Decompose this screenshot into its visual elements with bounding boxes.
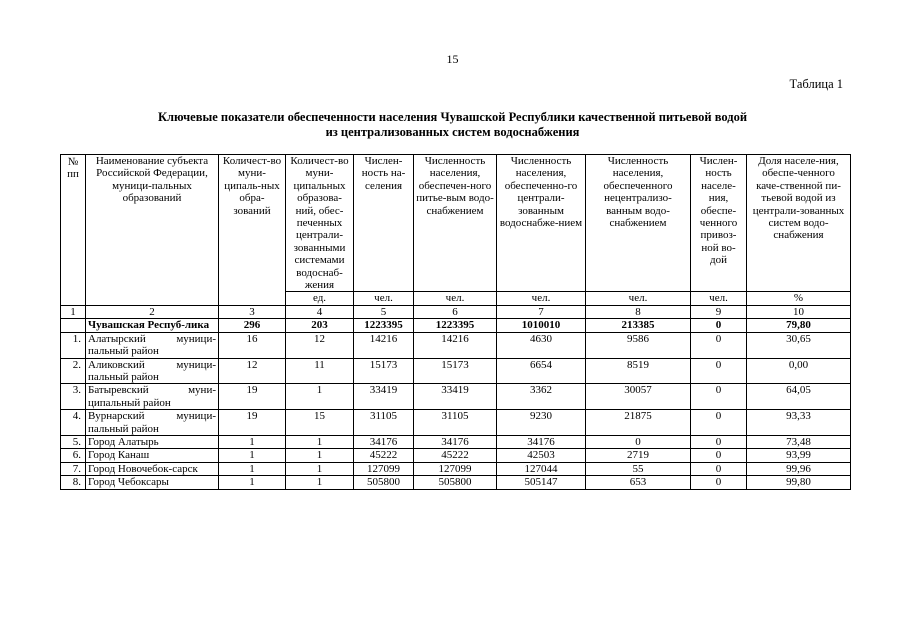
title-line-1: Ключевые показатели обеспеченности населения Чувашской Республики качественной питьевой водой [157,110,748,124]
header-cell: Числен-ность населе-ния, обеспе-ченного привоз-ной во-дой [691,155,747,292]
row-cell: 1223395 [354,319,414,332]
page-number: 15 [446,52,459,66]
row-index: 3. [61,384,86,410]
row-name: Город Чебоксары [86,476,219,489]
row-cell: 15173 [354,358,414,384]
row-index: 1. [61,332,86,358]
table-row [61,332,851,358]
title-line-2: из централизованных систем водоснабжения [325,125,580,139]
row-name: Город Новочебок-сарск [86,462,219,475]
row-cell: 33419 [354,384,414,410]
unit-cell: чел. [691,292,747,305]
row-cell: 0 [691,332,747,358]
unit-cell: % [747,292,851,305]
column-number-cell: 7 [497,305,586,318]
row-cell: 14216 [354,332,414,358]
table-row [61,462,851,475]
row-cell: 505147 [497,476,586,489]
column-number-cell: 9 [691,305,747,318]
row-cell: 16 [219,332,286,358]
row-cell: 30057 [586,384,691,410]
row-cell: 34176 [414,435,497,448]
header-cell: № пп [61,155,86,292]
unit-cell [86,292,219,305]
row-cell: 45222 [414,449,497,462]
row-cell: 1010010 [497,319,586,332]
row-cell: 9230 [497,410,586,436]
row-cell: 1 [286,476,354,489]
row-cell: 6654 [497,358,586,384]
column-number-cell: 10 [747,305,851,318]
row-cell: 127044 [497,462,586,475]
table-row-total [61,319,851,332]
row-cell: 99,96 [747,462,851,475]
row-cell: 0 [691,384,747,410]
table-label: Таблица 1 [789,77,843,91]
row-name: Город Алатырь [86,435,219,448]
column-number-cell: 5 [354,305,414,318]
row-cell: 1 [286,462,354,475]
row-cell: 99,80 [747,476,851,489]
row-cell: 9586 [586,332,691,358]
column-number-cell: 1 [61,305,86,318]
row-cell: 0 [586,435,691,448]
row-cell: 1 [286,449,354,462]
header-cell: Количест-во муни-ципаль-ных обра-зований [219,155,286,292]
column-number-cell: 2 [86,305,219,318]
row-index [61,319,86,332]
row-cell: 14216 [414,332,497,358]
row-cell: 19 [219,410,286,436]
table-row [61,476,851,489]
row-cell: 11 [286,358,354,384]
row-cell: 0 [691,449,747,462]
document-title [60,110,845,140]
row-name: Аликовский муници-пальный район [86,358,219,384]
row-name: Чувашская Респуб-лика [86,319,219,332]
row-cell: 12 [286,332,354,358]
row-cell: 73,48 [747,435,851,448]
row-cell: 0 [691,435,747,448]
row-cell: 0,00 [747,358,851,384]
unit-cell: чел. [414,292,497,305]
row-cell: 31105 [414,410,497,436]
header-cell: Численность населения, обеспечен-ного питье-вым водо-снабжением [414,155,497,292]
row-cell: 505800 [354,476,414,489]
row-cell: 8519 [586,358,691,384]
row-cell: 33419 [414,384,497,410]
row-cell: 653 [586,476,691,489]
indicators-table [60,154,851,490]
row-cell: 21875 [586,410,691,436]
row-cell: 64,05 [747,384,851,410]
row-cell: 0 [691,462,747,475]
row-cell: 34176 [497,435,586,448]
row-index: 4. [61,410,86,436]
row-cell: 1 [286,435,354,448]
unit-cell: чел. [497,292,586,305]
row-cell: 4630 [497,332,586,358]
header-cell: Наименование субъекта Российской Федерации, муници-пальных образований [86,155,219,292]
header-row [61,155,851,292]
column-numbers-row [61,305,851,318]
row-index: 8. [61,476,86,489]
row-cell: 30,65 [747,332,851,358]
column-number-cell: 8 [586,305,691,318]
row-cell: 15173 [414,358,497,384]
column-number-cell: 6 [414,305,497,318]
column-number-cell: 3 [219,305,286,318]
header-cell: Количест-во муни-ципальных образова-ний, обес-печенных централи-зованными системами водоснаб-жения [286,155,354,292]
row-cell: 0 [691,410,747,436]
row-cell: 34176 [354,435,414,448]
unit-cell [61,292,86,305]
table-row [61,358,851,384]
row-cell: 3362 [497,384,586,410]
table-row [61,410,851,436]
row-cell: 1 [219,435,286,448]
unit-cell: ед. [286,292,354,305]
row-cell: 0 [691,476,747,489]
row-cell: 203 [286,319,354,332]
row-cell: 55 [586,462,691,475]
row-cell: 1 [219,476,286,489]
row-cell: 45222 [354,449,414,462]
table-row [61,384,851,410]
row-cell: 79,80 [747,319,851,332]
row-cell: 127099 [354,462,414,475]
row-index: 5. [61,435,86,448]
unit-cell [219,292,286,305]
row-index: 7. [61,462,86,475]
table-row [61,449,851,462]
row-cell: 1223395 [414,319,497,332]
row-cell: 19 [219,384,286,410]
row-cell: 1 [219,449,286,462]
unit-cell: чел. [354,292,414,305]
row-cell: 93,33 [747,410,851,436]
row-cell: 0 [691,358,747,384]
row-cell: 213385 [586,319,691,332]
unit-cell: чел. [586,292,691,305]
header-cell: Числен-ность на-селения [354,155,414,292]
row-cell: 505800 [414,476,497,489]
row-cell: 12 [219,358,286,384]
row-cell: 93,99 [747,449,851,462]
row-name: Алатырский муници-пальный район [86,332,219,358]
column-number-cell: 4 [286,305,354,318]
row-cell: 2719 [586,449,691,462]
row-cell: 1 [219,462,286,475]
row-name: Вурнарский муници-пальный район [86,410,219,436]
units-row [61,292,851,305]
row-cell: 296 [219,319,286,332]
row-cell: 0 [691,319,747,332]
header-cell: Численность населения, обеспеченного нецентрализо-ванным водо-снабжением [586,155,691,292]
row-cell: 42503 [497,449,586,462]
row-cell: 15 [286,410,354,436]
row-index: 6. [61,449,86,462]
row-index: 2. [61,358,86,384]
row-cell: 31105 [354,410,414,436]
row-name: Батыревский муни-ципальный район [86,384,219,410]
row-cell: 1 [286,384,354,410]
table-row [61,435,851,448]
header-cell: Доля населе-ния, обеспе-ченного каче-ственной пи-тьевой водой из централи-зованных систем водо-снабжения [747,155,851,292]
row-name: Город Канаш [86,449,219,462]
row-cell: 127099 [414,462,497,475]
header-cell: Численность населения, обеспеченно-го централи-зованным водоснабже-нием [497,155,586,292]
